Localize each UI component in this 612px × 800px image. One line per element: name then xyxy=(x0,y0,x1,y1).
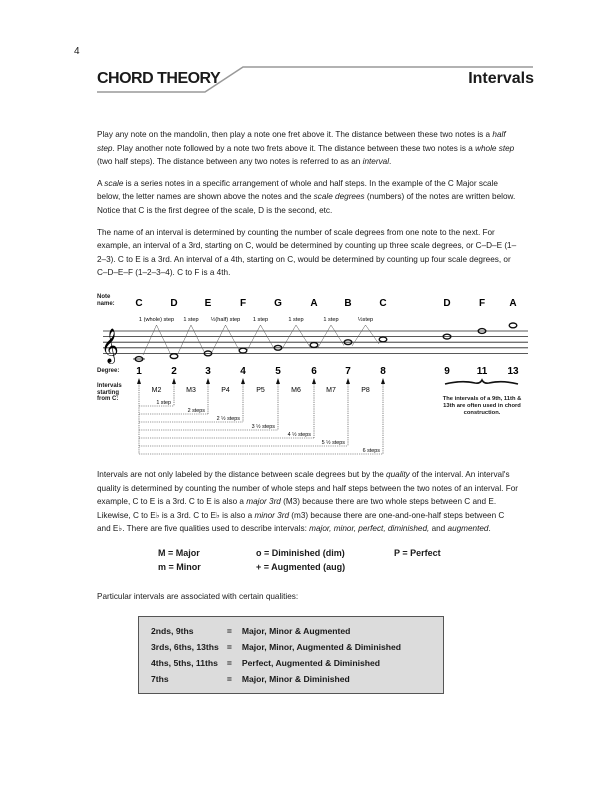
text-run: is a series notes in a specific arrangement of whole and half steps. In the example of the C Major scale below, the letter names are shown above the notes and the xyxy=(97,178,498,202)
legend-perfect xyxy=(394,546,441,560)
note-name: D xyxy=(170,297,178,309)
legend-item: m = Minor xyxy=(158,561,201,572)
text-run: (m3) because there are one-and-one-half steps between C and E♭. There are five qualities used to describe intervals: xyxy=(97,510,505,534)
step-label: ½step xyxy=(357,316,374,323)
note-name: B xyxy=(344,297,352,309)
note-name: C xyxy=(135,297,143,309)
text-run: scale degrees xyxy=(313,192,365,202)
text-run: minor 3rd xyxy=(254,510,290,520)
distance-label: 2 steps xyxy=(187,407,205,414)
text-run: (two half steps). The distance between any two notes is referred to as an xyxy=(97,157,363,167)
text-run: . xyxy=(389,157,392,167)
step-label: 1 step xyxy=(252,316,269,323)
table-row xyxy=(151,655,407,671)
section-title: CHORD THEORY xyxy=(97,70,221,87)
text-run: The name of an interval is determined by counting the number of scale degrees from one note to the next. For example, an interval of a 3rd, starting on C, would be determined by counting up three scale degrees, or C–D–E (1–2–3). C to E is a 3rd. An interval of a 4th, starting on C, would be determined by counting up four scale degrees, or C–D–E–F (1–2–3–4). C to F is a 4th. xyxy=(97,227,517,278)
whole-note xyxy=(239,348,247,353)
interval-name: M2 xyxy=(151,386,162,394)
distance-label: 6 steps xyxy=(362,447,380,454)
step-bracket xyxy=(178,325,204,354)
step-bracket xyxy=(352,325,379,346)
arrow-up-icon xyxy=(172,378,176,384)
whole-note xyxy=(310,343,318,348)
paragraph-scale xyxy=(97,177,519,218)
whole-note xyxy=(379,337,387,342)
whole-note xyxy=(509,323,517,328)
degree-number: 8 xyxy=(380,365,386,377)
step-label: 1 (whole) step xyxy=(138,316,175,323)
degree-number: 2 xyxy=(171,365,177,377)
degree-number: 3 xyxy=(205,365,211,377)
cell-interval: 4ths, 5ths, 11ths xyxy=(151,657,218,668)
degree-number: 4 xyxy=(240,365,246,377)
note-name: A xyxy=(509,297,517,309)
text-run: (numbers) of the notes are written below. Notice that C is the first degree of the scale, D is the second, etc. xyxy=(97,192,516,215)
arrow-up-icon xyxy=(137,378,141,384)
legend-item: P = Perfect xyxy=(394,547,441,558)
legend-item: M = Major xyxy=(158,547,200,558)
arrow-up-icon xyxy=(206,378,210,384)
text-run: . xyxy=(488,524,491,534)
text-run: scale xyxy=(104,178,124,188)
step-label: ½(half) step xyxy=(210,316,241,323)
interval-diagram xyxy=(0,288,612,460)
interval-name: M3 xyxy=(186,386,196,394)
text-run: major 3rd xyxy=(246,497,281,507)
text-run: Play any note on the mandolin, then play a note one fret above it. The distance between these two notes is a xyxy=(97,130,493,139)
distance-label: 1 step xyxy=(156,399,171,406)
distance-label: 5 ½ steps xyxy=(321,439,345,446)
degree-number: 13 xyxy=(507,365,519,377)
cell-eq: = xyxy=(226,641,232,652)
paragraph-quality xyxy=(97,468,519,536)
arrow-up-icon xyxy=(276,378,280,384)
paragraph-particular xyxy=(97,590,519,604)
text-run: whole step xyxy=(475,143,515,153)
note-name: C xyxy=(379,297,387,309)
step-bracket xyxy=(282,325,310,349)
cell-eq: = xyxy=(226,673,232,684)
degree-label: Degree: xyxy=(97,367,120,374)
text-run: . Play another note followed by a note two frets above it. The distance between these two notes is a xyxy=(112,143,476,153)
step-label: 1 step xyxy=(323,316,339,323)
note-name: A xyxy=(310,297,318,309)
header-rule xyxy=(0,0,612,120)
table-row xyxy=(151,639,407,655)
cell-eq: = xyxy=(226,657,232,668)
degree-number: 7 xyxy=(345,365,351,377)
table-row xyxy=(151,623,407,639)
cell-qualities: Perfect, Augmented & Diminished xyxy=(241,657,381,668)
distance-label: 4 ½ steps xyxy=(287,431,311,438)
degree-number: 6 xyxy=(311,365,317,377)
whole-note xyxy=(170,354,178,359)
text-run: Particular intervals are associated with certain qualities: xyxy=(97,591,299,601)
interval-name: M7 xyxy=(326,386,336,394)
cell-interval: 7ths xyxy=(151,673,169,684)
text-run: Intervals are not only labeled by the distance between scale degrees but by the xyxy=(97,469,387,479)
legend-item: o = Diminished (dim) xyxy=(256,547,345,558)
degree-number: 9 xyxy=(444,365,450,377)
distance-label: 3 ½ steps xyxy=(251,423,275,430)
text-run: A xyxy=(97,178,105,188)
qualities-table xyxy=(151,623,407,687)
step-label: 1 step xyxy=(288,316,304,323)
paragraph-interval-name xyxy=(97,226,519,280)
page-number: 4 xyxy=(74,46,80,57)
note-name: E xyxy=(204,297,212,309)
step-bracket xyxy=(247,325,274,351)
page-content xyxy=(0,128,612,694)
text-run: major, minor, perfect, diminished, xyxy=(309,524,430,534)
text-run: and xyxy=(429,524,448,534)
interval-name: P4 xyxy=(221,386,230,394)
note-name: G xyxy=(274,297,282,309)
step-bracket xyxy=(143,325,170,355)
interval-name: P8 xyxy=(361,386,370,394)
degree-number: 11 xyxy=(476,365,488,377)
treble-clef-icon: 𝄞 xyxy=(101,329,119,363)
text-run: interval xyxy=(362,157,390,167)
text-run: augmented xyxy=(447,524,489,534)
interval-name: P5 xyxy=(256,386,265,394)
legend xyxy=(0,546,612,576)
paragraph-steps xyxy=(97,128,519,169)
curly-brace xyxy=(445,380,518,384)
note-name: D xyxy=(443,297,451,309)
text-run: quality xyxy=(386,469,410,479)
legend-major-minor xyxy=(158,546,201,574)
cell-eq: = xyxy=(226,625,232,636)
interval-name: M6 xyxy=(291,386,301,394)
extended-intervals-note: The intervals of a 9th, 11th & 13th are often used in chord construction. xyxy=(442,395,522,416)
note-name: F xyxy=(478,297,486,309)
arrow-up-icon xyxy=(241,378,245,384)
legend-item: + = Augmented (aug) xyxy=(256,561,346,572)
cell-interval: 3rds, 6ths, 13ths xyxy=(151,641,219,652)
arrow-up-icon xyxy=(381,378,385,384)
cell-interval: 2nds, 9ths xyxy=(151,625,194,636)
distance-label: 2 ½ steps xyxy=(216,415,240,422)
text-run: (M3) because there are two whole steps between C and E. Likewise, C to E♭ is a 3rd. C to E♭ is also a xyxy=(97,497,497,520)
interval-diagram-graphic xyxy=(0,288,612,460)
text-run: of the interval. An interval's quality is determined by counting the number of whole steps and half steps between the two notes of an interval. For example, C to E is a 3rd. C to E is also a xyxy=(97,469,518,507)
cell-qualities: Major, Minor, Augmented & Diminished xyxy=(241,641,402,652)
degree-number: 1 xyxy=(136,365,142,377)
cell-qualities: Major, Minor & Augmented xyxy=(241,625,351,636)
table-row xyxy=(151,671,407,687)
qualities-table-box xyxy=(138,616,444,694)
legend-dim-aug xyxy=(256,546,345,574)
note-name-label: Note name: xyxy=(97,293,115,307)
cell-qualities: Major, Minor & Diminished xyxy=(241,673,350,684)
arrow-up-icon xyxy=(346,378,350,384)
degree-number: 5 xyxy=(275,365,281,377)
intervals-label: Intervals starting from C: xyxy=(97,382,122,403)
page-title: Intervals xyxy=(468,70,534,87)
note-name: F xyxy=(239,297,247,309)
arrow-up-icon xyxy=(312,378,316,384)
text-run: half step xyxy=(97,130,506,153)
step-label: 1 step xyxy=(183,316,199,323)
